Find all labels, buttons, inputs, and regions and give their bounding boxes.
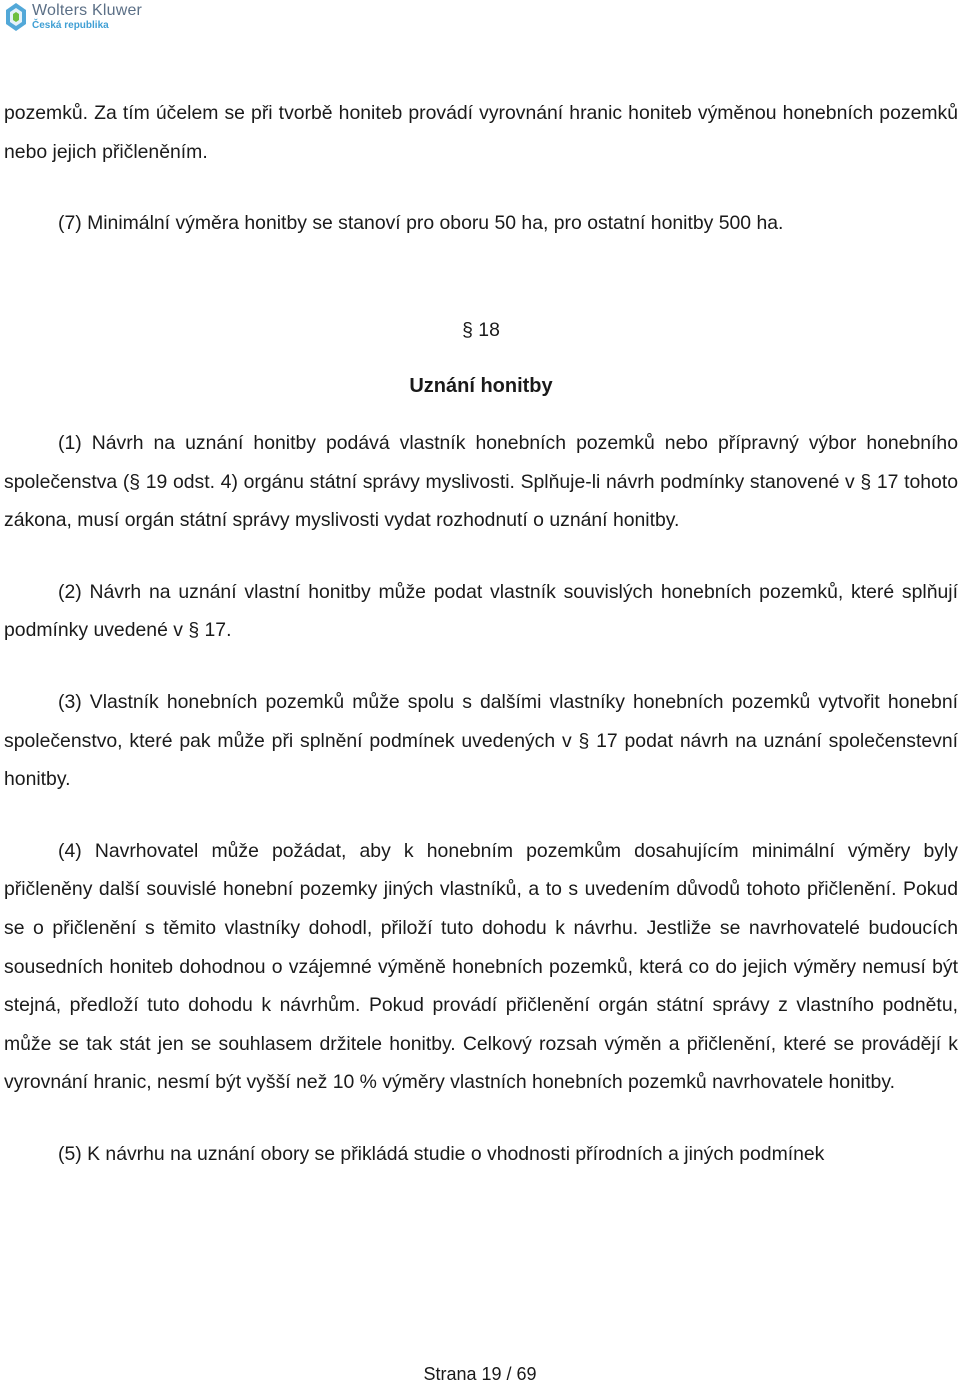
wolters-kluwer-logo (4, 2, 142, 32)
paragraph-4: (4) Navrhovatel může požádat, aby k honebním pozemkům dosahujícím minimální výměry byly přičleněny další souvislé honební pozemky jiných vlastníků, a to s uvedením důvodů tohoto přičlenění. Pokud se o přičlenění s těmito vlastníky dohodl, přiloží tuto dohodu k návrhu. Jestliže se navrhovatelé budoucích sousedních honiteb dohodnou o vzájemné výměně honebních pozemků, která co do jejich výměry nemusí být stejná, předloží tuto dohodu k návrhům. Pokud provádí přičlenění orgán státní správy z vlastního podnětu, může se tak stát jen se souhlasem držitele honitby. Celkový rozsah výměn a přičlenění, které se provádějí k vyrovnání hranic, nesmí být vyšší než 10 % výměry vlastních honebních pozemků navrhovatele honitby. (4, 839, 958, 1094)
paragraph-7: (7) Minimální výměra honitby se stanoví pro oboru 50 ha, pro ostatní honitby 500 ha. (58, 212, 784, 235)
paragraph-3: (3) Vlastník honebních pozemků může spolu s dalšími vlastníky honebních pozemků vytvořit honební společenstvo, které pak může při splnění podmínek uvedených v § 17 podat návrh na uznání společenstevní honitby. (4, 690, 958, 791)
wolters-kluwer-mark-icon (4, 2, 28, 32)
logo-subtitle: Česká republika (32, 20, 109, 31)
paragraph-5: (5) K návrhu na uznání obory se přikládá studie o vhodnosti přírodních a jiných podmínek (58, 1142, 825, 1165)
section-title: Uznání honitby (409, 375, 553, 398)
logo-name: Wolters Kluwer (32, 2, 143, 19)
page-number: Strana 19 / 69 (423, 1364, 537, 1384)
document-body (4, 94, 958, 1173)
paragraph-2: (2) Návrh na uznání vlastní honitby může podat vlastník souvislých honebních pozemků, které splňují podmínky uvedené v § 17. (4, 580, 958, 642)
section-number: § 18 (462, 318, 500, 341)
paragraph-intro: pozemků. Za tím účelem se při tvorbě honiteb provádí vyrovnání hranic honiteb výměnou honebních pozemků nebo jejich přičleněním. (4, 102, 958, 163)
paragraph-1: (1) Návrh na uznání honitby podává vlastník honebních pozemků nebo přípravný výbor honebního společenstva (§ 19 odst. 4) orgánu státní správy myslivosti. Splňuje-li návrh podmínky stanovené v § 17 tohoto zákona, musí orgán státní správy myslivosti vydat rozhodnutí o uznání honitby. (4, 431, 958, 532)
